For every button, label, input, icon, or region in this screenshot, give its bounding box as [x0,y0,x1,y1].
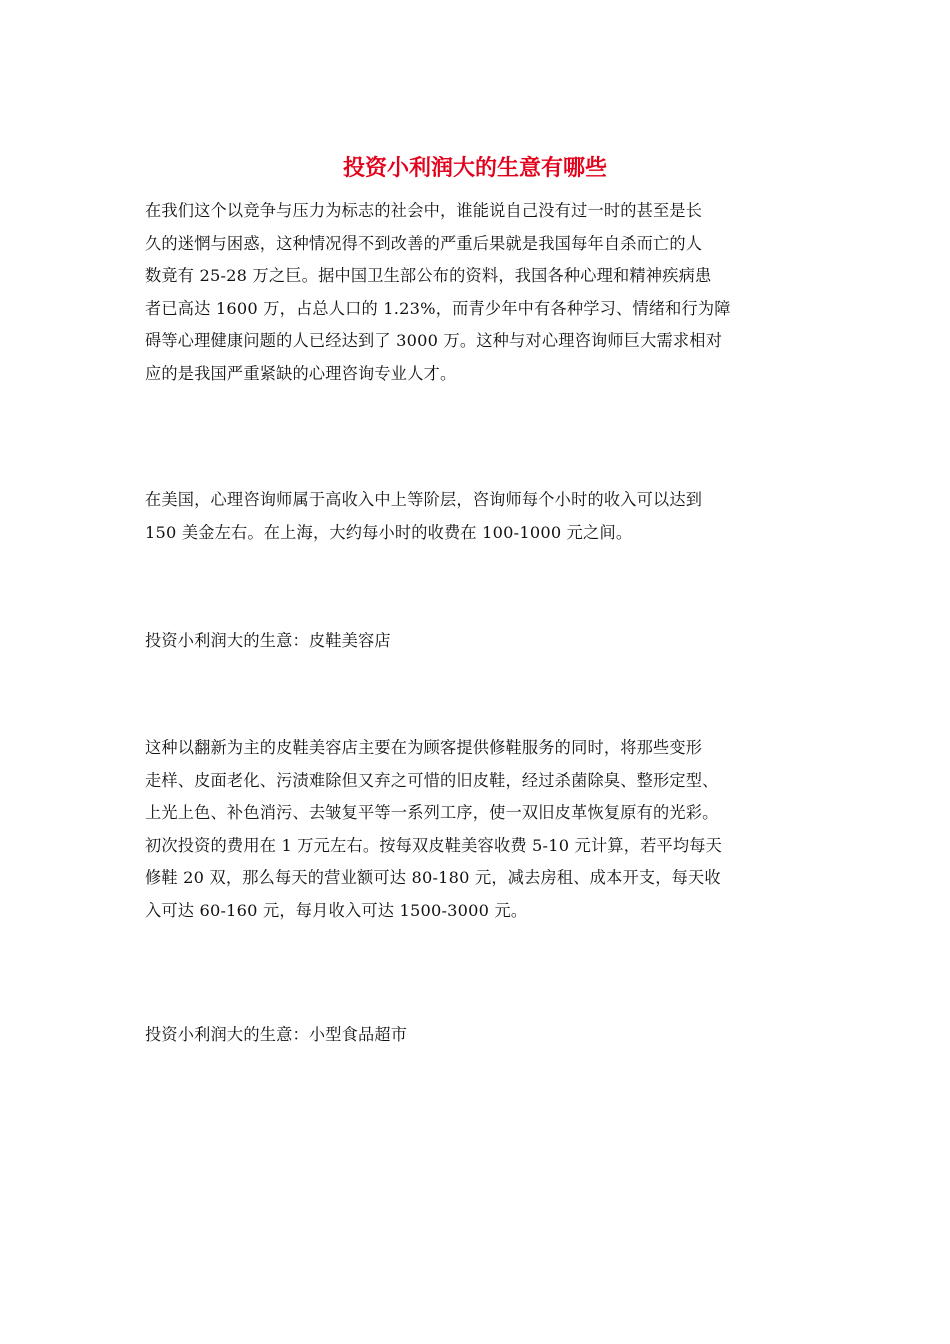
section-heading-shoe-care-shop [145,625,810,658]
paragraph-line: 150 美金左右。在上海，大约每小时的收费在 100-1000 元之间。 [145,522,633,542]
paragraph-line: 入可达 60-160 元，每月收入可达 1500-3000 元。 [145,900,528,920]
paragraph-line: 修鞋 20 双，那么每天的营业额可达 80-180 元，减去房租、成本开支，每天收 [145,868,721,888]
paragraph-line: 走样、皮面老化、污渍难除但又弃之可惜的旧皮鞋，经过杀菌除臭、整形定型、 [145,770,719,790]
paragraph-line: 在美国，心理咨询师属于高收入中上等阶层，咨询师每个小时的收入可以达到 [145,490,703,509]
paragraph-line: 这种以翻新为主的皮鞋美容店主要在为顾客提供修鞋服务的同时，将那些变形 [145,738,703,757]
paragraph-line: 在我们这个以竞争与压力为标志的社会中，谁能说自己没有过一时的甚至是长 [145,201,703,220]
section-heading-small-food-supermarket [145,1019,810,1052]
section-heading-text: 投资小利润大的生意：小型食品超市 [145,1025,408,1044]
document-title: 投资小利润大的生意有哪些 [342,155,607,181]
paragraph-psychology-stats [145,195,810,391]
paragraph-line: 上光上色、补色消污、去皱复平等一系列工序，使一双旧皮革恢复原有的光彩。 [145,803,719,823]
paragraph-line: 数竟有 25-28 万之巨。据中国卫生部公布的资料，我国各种心理和精神疾病患 [145,266,712,286]
paragraph-line: 者已高达 1600 万，占总人口的 1.23%，而青少年中有各种学习、情绪和行为障 [145,298,731,318]
paragraph-shoe-care-details [145,732,810,928]
paragraph-line: 应的是我国严重紧缺的心理咨询专业人才。 [145,363,457,383]
section-heading-text: 投资小利润大的生意：皮鞋美容店 [145,631,391,650]
paragraph-counselor-income [145,484,810,549]
paragraph-line: 碍等心理健康问题的人已经达到了 3000 万。这种与对心理咨询师巨大需求相对 [145,331,723,351]
paragraph-line: 初次投资的费用在 1 万元左右。按每双皮鞋美容收费 5-10 元计算，若平均每天 [145,835,723,855]
paragraph-line: 久的迷惘与困惑，这种情况得不到改善的严重后果就是我国每年自杀而亡的人 [145,233,703,253]
